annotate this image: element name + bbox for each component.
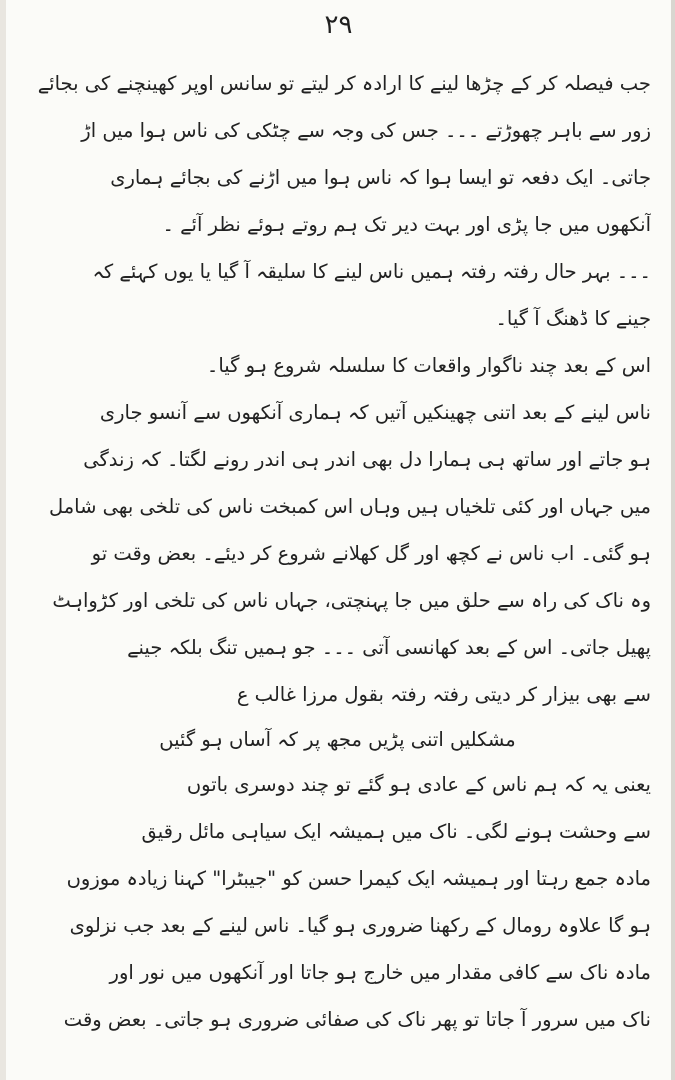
text-line: یعنی یہ کہ ہم ناس کے عادی ہو گئے تو چند دوسری باتوں — [186, 773, 651, 796]
text-line: ہو گئی۔ اب ناس نے کچھ اور گل کھلانے شروع کر دیئے۔ بعض وقت تو — [91, 542, 651, 565]
text-line: پھیل جاتی۔ اس کے بعد کھانسی آتی ۔۔۔ جو ہمیں تنگ بلکہ جینے — [127, 636, 651, 659]
text-line: جاتی۔ ایک دفعہ تو ایسا ہوا کہ ناس ہوا میں اڑنے کی بجائے ہماری — [110, 166, 651, 189]
text-line: میں جہاں اور کئی تلخیاں ہیں وہاں اس کمبخت ناس کی تلخی بھی شامل — [48, 495, 651, 518]
text-line: ہو جاتے اور ساتھ ہی ہمارا دل بھی اندر ہی اندر رونے لگتا۔ کہ زندگی — [83, 448, 651, 471]
text-line: زور سے باہر چھوڑتے ۔۔۔ جس کی وجہ سے چٹکی کی ناس ہوا میں اڑ — [81, 119, 651, 142]
text-line: جب فیصلہ کر کے چڑھا لینے کا ارادہ کر لیتے تو سانس اوپر کھینچنے کی بجائے — [37, 72, 651, 95]
text-line: ہو گا علاوہ رومال کے رکھنا ضروری ہو گیا۔ ناس لینے کے بعد جب نزلوی — [69, 914, 651, 937]
text-line: سے بھی بیزار کر دیتی رفتہ رفتہ بقول مرزا غالب ع — [236, 683, 651, 706]
text-line: آنکھوں میں جا پڑی اور بہت دیر تک ہم روتے ہوئے نظر آئے ۔ — [162, 213, 651, 236]
text-line: ناس لینے کے بعد اتنی چھینکیں آتیں کہ ہماری آنکھوں سے آنسو جاری — [99, 401, 651, 424]
text-line: ۔۔۔ بہر حال رفتہ رفتہ ہمیں ناس لینے کا سلیقہ آ گیا یا یوں کہئے کہ — [92, 260, 651, 283]
text-line: وہ ناک کی راہ سے حلق میں جا پہنچتی، جہاں ناس کی تلخی اور کڑواہٹ — [52, 589, 651, 612]
text-line: سے وحشت ہونے لگی۔ ناک میں ہمیشہ ایک سیاہی مائل رقیق — [141, 820, 651, 843]
text-line: جینے کا ڈھنگ آ گیا۔ — [495, 307, 651, 330]
page-body-text — [24, 60, 651, 1043]
text-line: اس کے بعد چند ناگوار واقعات کا سلسلہ شروع ہو گیا۔ — [206, 354, 651, 377]
verse-line: مشکلیں اتنی پڑیں مجھ پر کہ آساں ہو گئیں — [159, 728, 516, 751]
text-line: مادہ جمع رہتا اور ہمیشہ ایک کیمرا حسن کو "جیبٹرا" کہنا زیادہ موزوں — [66, 867, 651, 890]
text-line: مادہ ناک سے کافی مقدار میں خارج ہو جاتا اور آنکھوں میں نور اور — [109, 961, 651, 984]
page-number: ۲۹ — [324, 10, 353, 40]
text-line: ناک میں سرور آ جاتا تو پھر ناک کی صفائی ضروری ہو جاتی۔ بعض وقت — [63, 1008, 651, 1031]
